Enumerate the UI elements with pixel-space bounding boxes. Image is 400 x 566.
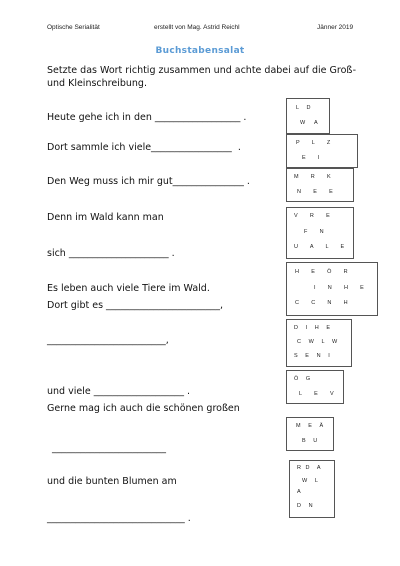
letter-row: C C N H [295, 300, 348, 306]
sentence-line: und die bunten Blumen am [47, 476, 177, 487]
sentence-line: Dort gibt es ________________________, [47, 300, 224, 311]
letter-row: E I [302, 155, 320, 161]
letter-row: V R E [294, 213, 330, 219]
sentence-line: Gerne mag ich auch die schönen großen [47, 403, 240, 414]
letter-box [286, 370, 344, 404]
letter-row: D N [297, 503, 313, 509]
letter-row: W A [300, 120, 318, 126]
sentence-line: Den Weg muss ich mir gut_______________ . [47, 176, 250, 187]
sentence-line: sich _____________________ . [47, 248, 175, 259]
letter-box [286, 262, 378, 316]
sentence-line: und viele ___________________ . [47, 386, 190, 397]
header-center: erstellt von Mag. Astrid Reichl [154, 24, 240, 31]
letter-row: R D A [297, 465, 321, 471]
letter-box [286, 168, 354, 202]
letter-row: Ö G [294, 376, 311, 382]
letter-box [286, 98, 330, 134]
letter-row: I N H E [314, 285, 364, 291]
sentence-line: ________________________ [52, 443, 166, 454]
letter-box [286, 319, 352, 367]
letter-box [286, 134, 358, 168]
letter-row: P L Z [296, 140, 331, 146]
letter-row: M E Ä [296, 423, 324, 429]
letter-row: H E Ö R [295, 269, 348, 275]
sentence-line: _________________________, [47, 335, 169, 346]
page-title: Buchstabensalat [155, 46, 245, 56]
header-left: Optische Serialität [47, 24, 100, 31]
letter-row: L E V [299, 391, 334, 397]
letter-row: C W L W [297, 339, 338, 345]
letter-row: W L [302, 478, 318, 484]
sentence-line: _____________________________ . [47, 513, 191, 524]
header-right: Jänner 2019 [317, 24, 354, 31]
letter-row: L D [296, 105, 311, 111]
sentence-line: Heute gehe ich in den __________________ . [47, 112, 247, 123]
letter-box [289, 460, 335, 518]
instruction-text: Setzte das Wort richtig zusammen und achte dabei auf die Groß- und Kleinschreibung. [47, 65, 357, 89]
letter-row: F N [304, 229, 324, 235]
letter-row: N E E [297, 189, 333, 195]
letter-box [286, 207, 354, 259]
letter-row: S E N I [294, 353, 330, 359]
sentence-line: Dort sammle ich viele_________________ . [47, 142, 241, 153]
letter-row: U A L E [294, 244, 345, 250]
letter-row: D I H E [294, 325, 331, 331]
letter-row: B U [302, 438, 318, 444]
sentence-line: Es leben auch viele Tiere im Wald. [47, 283, 210, 294]
letter-row: M R K [294, 174, 331, 180]
letter-row: A [297, 489, 301, 495]
sentence-line: Denn im Wald kann man [47, 212, 164, 223]
letter-box [286, 417, 334, 451]
